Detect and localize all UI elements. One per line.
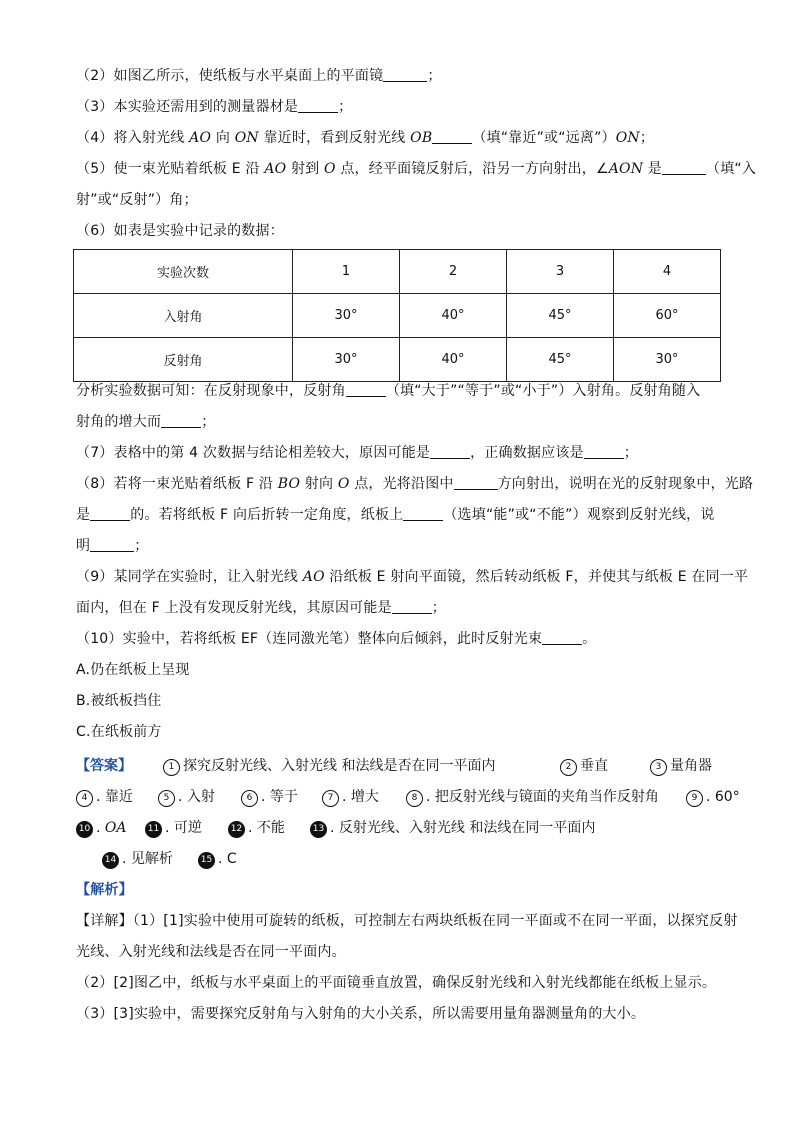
- table-cell: 45°: [507, 294, 614, 338]
- table-cell: 反射角: [74, 338, 293, 382]
- answer-blank[interactable]: [383, 67, 427, 82]
- analysis-text-cont: 射角的增大而 ；: [76, 414, 216, 430]
- table-row: [74, 294, 721, 338]
- table-cell: 30°: [293, 338, 400, 382]
- answer-item: 7 . 增大: [322, 787, 379, 807]
- answer-blank[interactable]: [430, 444, 470, 459]
- table-cell: 60°: [614, 294, 721, 338]
- table-header-row: [74, 250, 721, 294]
- answer-item: 5 . 入射: [158, 787, 215, 807]
- answer-label: 【答案】: [76, 758, 132, 774]
- analysis-text: 分析实验数据可知：在反射现象中，反射角 （填“大于”“等于”或“小于”）入射角。反射角随入: [76, 383, 701, 399]
- detail-line: （3）[3]实验中，需要探究反射角与入射角的大小关系，所以需要用量角器测量角的大小。: [76, 1006, 646, 1022]
- question-7: （7）表格中的第 4 次数据与结论相差较大，原因可能是 ，正确数据应该是 ；: [76, 445, 638, 461]
- question-5-cont: 射”或“反射”）角；: [76, 192, 198, 208]
- detail-line: （2）[2]图乙中，纸板与水平桌面上的平面镜垂直放置，确保反射光线和入射光线都能在纸板上显示。: [76, 975, 717, 991]
- question-4: （4）将入射光线 AO 向 ON 靠近时，看到反射光线 OB （填“靠近”或“远离”）ON；: [76, 130, 655, 146]
- table-cell: 实验次数: [74, 250, 293, 294]
- table-cell: 入射角: [74, 294, 293, 338]
- detail-line: 【详解】（1）[1]实验中使用可旋转的纸板，可控制左右两块纸板在同一平面或不在同一平面，以探究反射: [76, 913, 738, 929]
- table-cell: 3: [507, 250, 614, 294]
- answer-item: 14 . 见解析: [102, 849, 173, 869]
- jiexi-label: 【解析】: [76, 882, 133, 898]
- table-cell: 2: [400, 250, 507, 294]
- table-cell: 30°: [614, 338, 721, 382]
- table-cell: 4: [614, 250, 721, 294]
- detail-line: 光线、入射光线和法线是否在同一平面内。: [76, 944, 346, 960]
- option-b: B.被纸板挡住: [76, 693, 162, 709]
- answer-blank[interactable]: [454, 475, 498, 490]
- answer-blank[interactable]: [161, 413, 201, 428]
- question-8-cont: 是 的。若将纸板 F 向后折转一定角度，纸板上 （选填“能”或“不能”）观察到反射光线，说: [76, 507, 715, 523]
- question-8: （8）若将一束光贴着纸板 F 沿 BO 射向 O 点，光将沿图中 方向射出，说明在光的反射现象中，光路: [76, 476, 754, 492]
- option-a: A.仍在纸板上呈现: [76, 662, 190, 678]
- answer-blank[interactable]: [403, 506, 443, 521]
- answer-item: 12 . 不能: [228, 818, 285, 838]
- answer-blank[interactable]: [542, 630, 582, 645]
- question-3: （3）本实验还需用到的测量器材是 ；: [76, 99, 353, 115]
- answer-item: 1 探究反射光线、入射光线 和法线是否在同一平面内: [163, 756, 495, 776]
- table-cell: 30°: [293, 294, 400, 338]
- data-table: [73, 249, 721, 382]
- answer-item: 3 量角器: [650, 756, 712, 776]
- answer-item: 6 . 等于: [241, 787, 298, 807]
- answer-blank[interactable]: [662, 160, 706, 175]
- question-10: （10）实验中，若将纸板 EF（连同激光笔）整体向后倾斜，此时反射光束 。: [76, 631, 597, 647]
- question-6: （6）如表是实验中记录的数据：: [76, 223, 284, 239]
- answer-item: 8 . 把反射光线与镜面的夹角当作反射角: [406, 787, 659, 807]
- answer-blank[interactable]: [298, 98, 338, 113]
- answer-blank[interactable]: [90, 537, 134, 552]
- answer-item: 10 . OA: [76, 818, 127, 838]
- answer-item: 13 . 反射光线、入射光线 和法线在同一平面内: [310, 818, 595, 838]
- answer-blank[interactable]: [346, 382, 386, 397]
- question-8-cont2: 明 ；: [76, 538, 149, 554]
- question-9: （9）某同学在实验时，让入射光线 AO 沿纸板 E 射向平面镜，然后转动纸板 F，并使其与纸板 E 在同一平: [76, 569, 749, 585]
- answer-blank[interactable]: [90, 506, 130, 521]
- table-cell: 1: [293, 250, 400, 294]
- answer-item: 4 . 靠近: [76, 787, 133, 807]
- answer-blank[interactable]: [392, 599, 432, 614]
- question-2: （2）如图乙所示，使纸板与水平桌面上的平面镜 ；: [76, 68, 442, 84]
- option-c: C.在纸板前方: [76, 724, 162, 740]
- answer-item: 2 垂直: [560, 756, 608, 776]
- table-cell: 40°: [400, 294, 507, 338]
- answer-item: 15 . C: [198, 849, 237, 869]
- table-cell: 45°: [507, 338, 614, 382]
- answer-blank[interactable]: [432, 129, 472, 144]
- answer-blank[interactable]: [584, 444, 624, 459]
- table-cell: 40°: [400, 338, 507, 382]
- answer-item: 9 . 60°: [686, 787, 740, 807]
- question-9-cont: 面内，但在 F 上没有发现反射光线，其原因可能是 ；: [76, 600, 446, 616]
- answer-item: 11 . 可逆: [145, 818, 202, 838]
- table-row: [74, 338, 721, 382]
- question-5: （5）使一束光贴着纸板 E 沿 AO 射到 O 点，经平面镜反射后，沿另一方向射出，∠AON 是 （填“入: [76, 161, 757, 177]
